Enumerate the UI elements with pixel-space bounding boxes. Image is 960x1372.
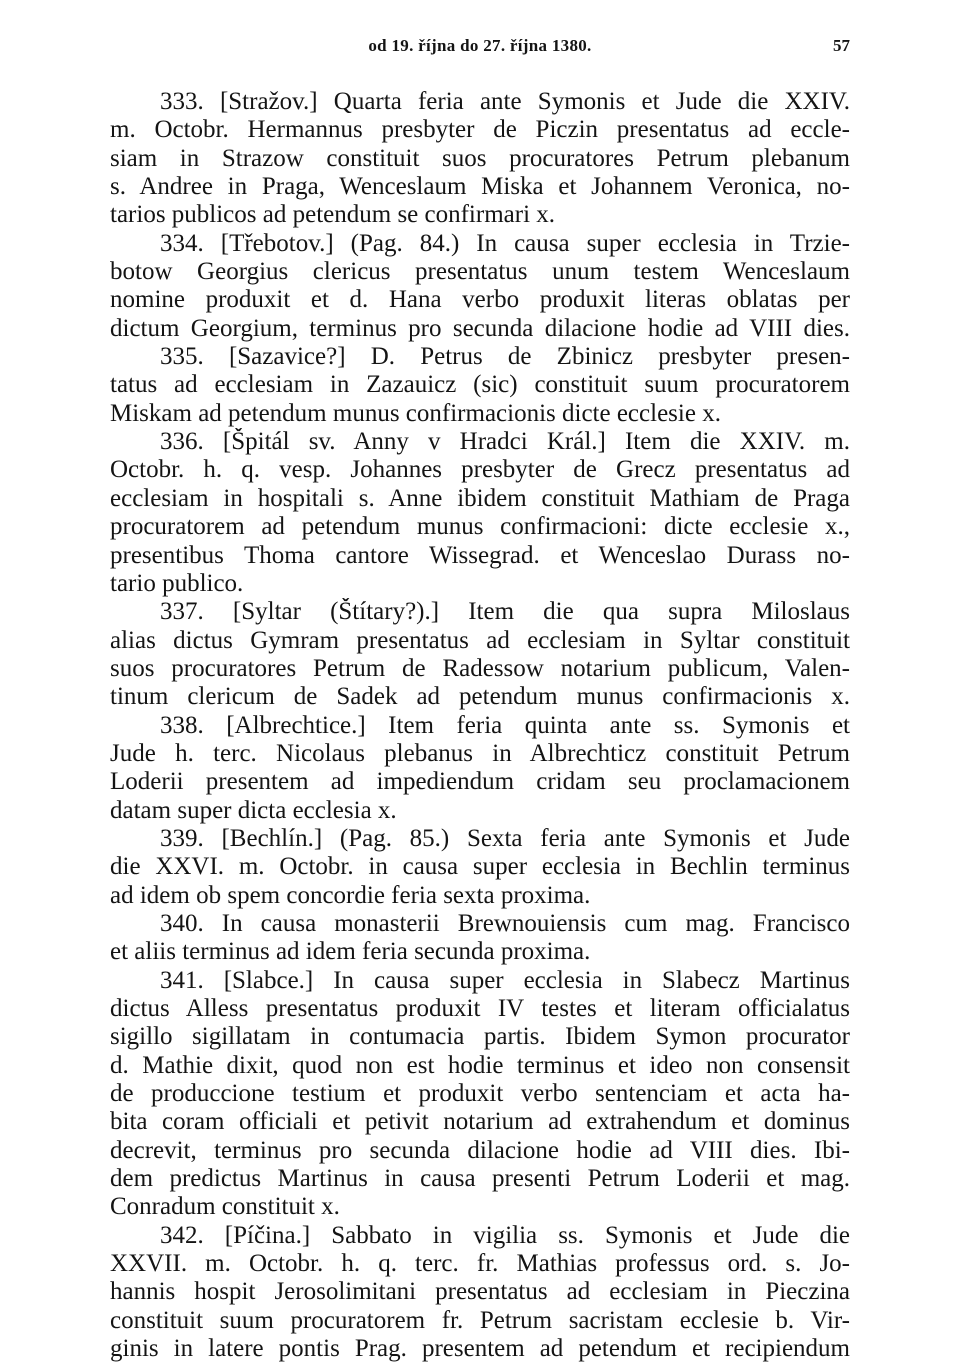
text-line: tinum clericum de Sadek ad petendum munus confirmacionis x. <box>110 683 850 711</box>
text-line: bita coram officiali et petivit notarium ad extrahendum et dominus <box>110 1108 850 1136</box>
text-line: constituit suum procuratorem fr. Petrum sacristam ecclesie b. Vir- <box>110 1306 850 1334</box>
entry-336-line: 336. [Špitál sv. Anny v Hradci Král.] Item die XXIV. m. <box>160 428 850 456</box>
running-head: od 19. října do 27. října 1380. <box>368 36 592 55</box>
text-line: tario publico. <box>110 569 244 597</box>
text-line: procuratorem ad petendum munus confirmacioni: dicte ecclesie x., <box>110 513 850 541</box>
text-line: siam in Strazow constituit suos procuratores Petrum plebanum <box>110 144 850 172</box>
text-line: s. Andree in Praga, Wenceslaum Miska et Johannem Veronica, no- <box>110 173 850 201</box>
text-line: die XXVI. m. Octobr. in causa super ecclesia in Bechlin terminus <box>110 853 850 881</box>
text-line: decrevit, terminus pro secunda dilacione hodie ad VIII dies. Ibi- <box>110 1136 850 1164</box>
entry-340-line: 340. In causa monasterii Brewnouiensis cum mag. Francisco <box>160 909 850 937</box>
entry-333-line: 333. [Stražov.] Quarta feria ante Symonis et Jude die XXIV. <box>160 88 850 115</box>
entry-341-line: 341. [Slabce.] In causa super ecclesia in Slabecz Martinus <box>160 966 850 994</box>
text-line: Jude h. terc. Nicolaus plebanus in Albrechticz constituit Petrum <box>110 739 850 767</box>
text-line: nomine produxit et d. Hana verbo produxit literas oblatas per <box>110 286 850 314</box>
text-line: tarios publicos ad petendum se confirmari x. <box>110 201 556 229</box>
text-line: ad idem ob spem concordie feria sexta proxima. <box>110 881 591 909</box>
text-line: dictum Georgium, terminus pro secunda dilacione hodie ad VIII dies. <box>110 314 850 342</box>
entry-342-line: 342. [Píčina.] Sabbato in vigilia ss. Symonis et Jude die <box>160 1221 850 1249</box>
entry-338-line: 338. [Albrechtice.] Item feria quinta ante ss. Symonis et <box>160 711 850 739</box>
text-line: ecclesiam in hospitali s. Anne ibidem constituit Mathiam de Praga <box>110 484 850 512</box>
text-line: sigillo sigillatam in contumacia partis. Ibidem Symon procurator <box>110 1023 850 1051</box>
text-line: presentibus Thoma cantore Wissegrad. et Wenceslao Durass no- <box>110 541 850 569</box>
text-line: Conradum constituit x. <box>110 1193 340 1221</box>
text-line: dem predictus Martinus in causa presenti Petrum Loderii et mag. <box>110 1165 850 1193</box>
text-line: ginis in latere pontis Prag. presentem ad petendum et recipiendum <box>110 1335 850 1363</box>
text-line: tatus ad ecclesiam in Zazauicz (sic) constituit suum procuratorem <box>110 371 850 399</box>
entry-335-line: 335. [Sazavice?] D. Petrus de Zbinicz presbyter presen- <box>160 343 850 371</box>
body-text <box>110 88 850 1363</box>
entry-337-line: 337. [Syltar (Štítary?).] Item die qua supra Miloslaus <box>160 598 850 626</box>
text-line: de produccione testium et produxit verbo sentenciam et acta ha- <box>110 1080 850 1108</box>
text-line: et aliis terminus ad idem feria secunda proxima. <box>110 938 591 966</box>
text-line: Loderii presentem ad impediendum cridam seu proclamacionem <box>110 768 850 796</box>
text-line: Miskam ad petendum munus confirmacionis dicte ecclesie x. <box>110 399 721 427</box>
text-line: botow Georgius clericus presentatus unum testem Wenceslaum <box>110 258 850 286</box>
text-line: alias dictus Gymram presentatus ad ecclesiam in Syltar constituit <box>110 626 850 654</box>
text-line: suos procuratores Petrum de Radessow notarium publicum, Valen- <box>110 654 850 682</box>
text-line: XXVII. m. Octobr. h. q. terc. fr. Mathias professus ord. s. Jo- <box>110 1250 850 1278</box>
page-header <box>110 30 850 60</box>
page-number: 57 <box>833 36 850 55</box>
text-line: hannis hospit Jerosolimitani presentatus ad ecclesiam in Pieczina <box>110 1278 850 1306</box>
text-line: dictus Alless presentatus produxit IV testes et literam officialatus <box>110 995 850 1022</box>
text-line: d. Mathie dixit, quod non est hodie terminus et ideo non consensit <box>110 1051 850 1079</box>
text-line: Octobr. h. q. vesp. Johannes presbyter de Grecz presentatus ad <box>110 456 850 484</box>
entry-334-line: 334. [Třebotov.] (Pag. 84.) In causa super ecclesia in Trzie- <box>160 229 850 257</box>
text-line: m. Octobr. Hermannus presbyter de Piczin presentatus ad eccle- <box>110 116 850 144</box>
entry-339-line: 339. [Bechlín.] (Pag. 85.) Sexta feria ante Symonis et Jude <box>160 824 850 852</box>
text-line: datam super dicta ecclesia x. <box>110 796 397 824</box>
